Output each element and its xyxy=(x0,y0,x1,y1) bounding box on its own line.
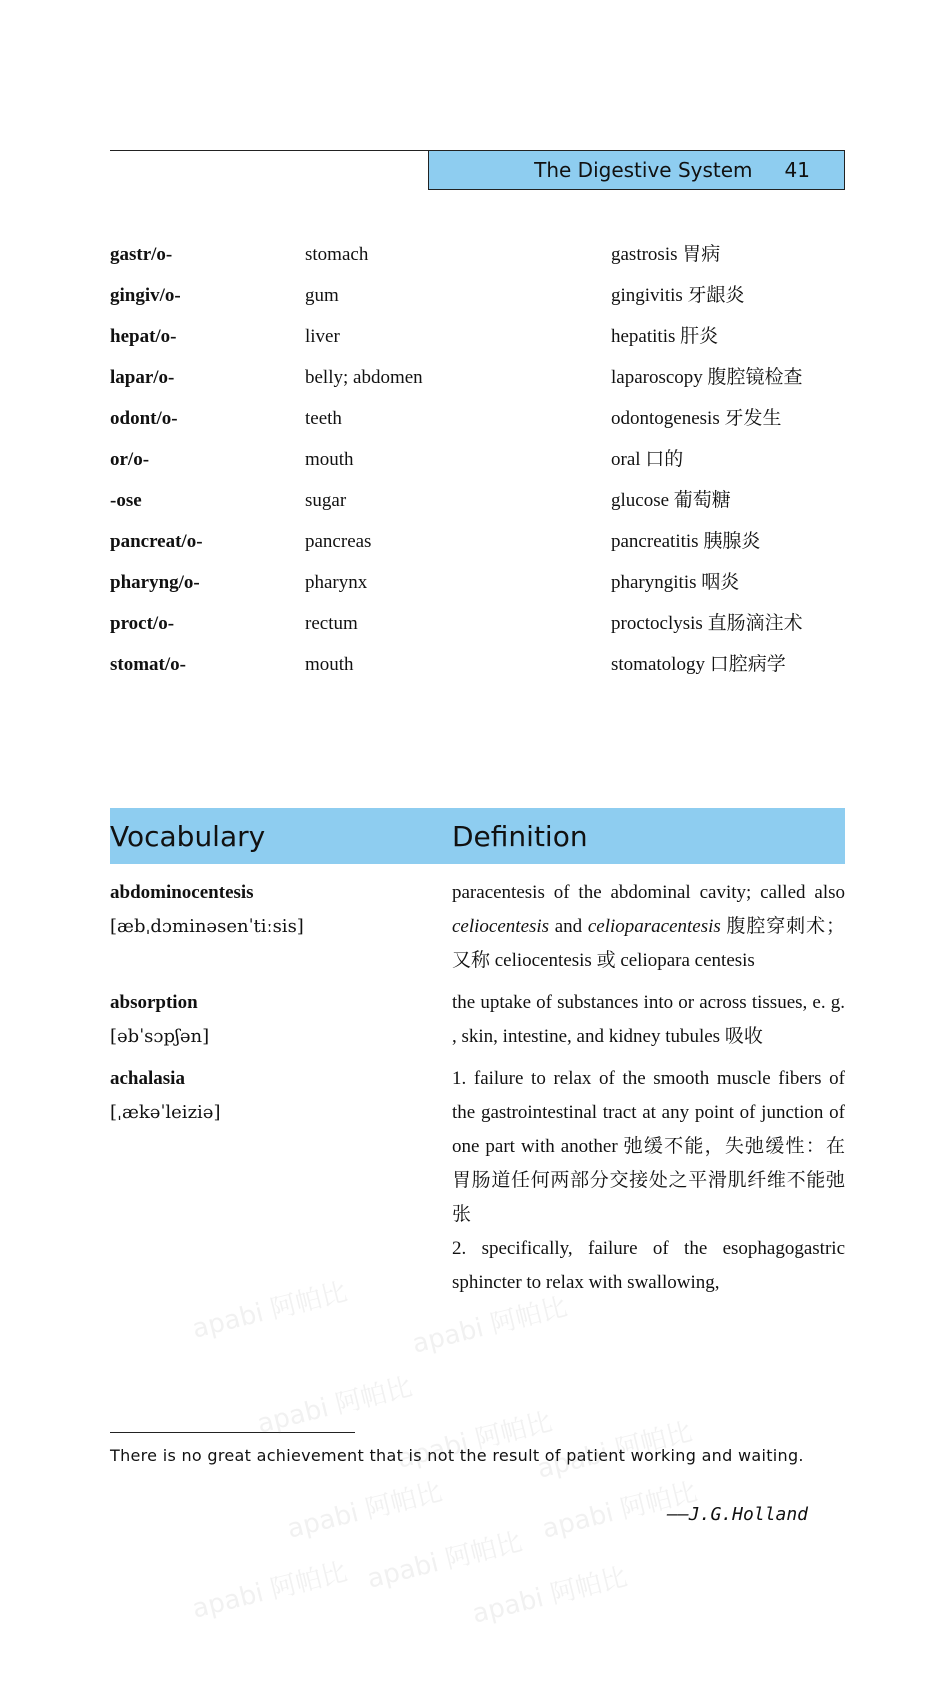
watermark: apabi 阿帕比 xyxy=(539,1477,701,1545)
root-term: gastr/o- xyxy=(110,244,173,265)
root-example: gastrosis 胃病 xyxy=(611,244,721,265)
watermark: apabi 阿帕比 xyxy=(189,1277,351,1345)
footnote-rule xyxy=(110,1432,355,1433)
term-word: absorption xyxy=(110,992,198,1013)
table-row xyxy=(110,361,845,395)
root-meaning: stomach xyxy=(305,244,369,265)
table-row xyxy=(110,484,845,518)
root-term: proct/o- xyxy=(110,613,175,634)
watermark: apabi 阿帕比 xyxy=(284,1477,446,1545)
root-example: laparoscopy 腹腔镜检查 xyxy=(611,367,803,388)
vocabulary-entry xyxy=(110,876,845,978)
root-term: stomat/o- xyxy=(110,654,186,675)
alt-term: celioparacentesis xyxy=(587,916,721,937)
root-example: hepatitis 肝炎 xyxy=(611,326,719,347)
root-meaning: sugar xyxy=(305,490,347,511)
root-example: proctoclysis 直肠滴注术 xyxy=(611,613,803,634)
root-meaning: belly; abdomen xyxy=(305,367,423,388)
root-meaning: pharynx xyxy=(305,572,368,593)
table-row xyxy=(110,402,845,436)
watermark: apabi 阿帕比 xyxy=(364,1527,526,1595)
table-row xyxy=(110,648,845,682)
vocabulary-entry xyxy=(110,986,845,1054)
watermark: apabi 阿帕比 xyxy=(469,1562,631,1630)
root-term: gingiv/o- xyxy=(110,285,181,306)
vocabulary-column-title: Vocabulary xyxy=(110,819,266,853)
root-term: lapar/o- xyxy=(110,367,175,388)
table-row xyxy=(110,443,845,477)
term-definition: the uptake of substances into or across tissues, e. g. , skin, intestine, and kidney tubules 吸收 xyxy=(452,992,845,1047)
definition-text: 腹腔穿刺术；又称 celiocentesis 或 celiopara centesis xyxy=(452,916,845,971)
term-word: abdominocentesis xyxy=(110,882,254,903)
table-row xyxy=(110,566,845,600)
watermark: apabi 阿帕比 xyxy=(409,1292,571,1360)
root-meaning: teeth xyxy=(305,408,342,429)
chapter-title: The Digestive System xyxy=(534,158,753,182)
vocabulary-header xyxy=(110,808,845,864)
alt-term: celiocentesis xyxy=(452,916,550,937)
term-pronunciation: [ˌækəˈleiziə] xyxy=(110,1102,221,1123)
vocabulary-term xyxy=(110,986,452,1054)
root-meaning: rectum xyxy=(305,613,358,634)
vocabulary-term xyxy=(110,1062,452,1300)
term-definition xyxy=(452,876,845,978)
definition-text: paracentesis of the abdominal cavity; called also xyxy=(452,882,845,903)
header-rule xyxy=(110,150,428,151)
word-root-table xyxy=(110,238,845,689)
vocabulary-list xyxy=(110,876,845,1308)
root-example: odontogenesis 牙发生 xyxy=(611,408,782,429)
vocabulary-term xyxy=(110,876,452,978)
root-example: stomatology 口腔病学 xyxy=(611,654,786,675)
vocabulary-entry xyxy=(110,1062,845,1300)
table-row xyxy=(110,607,845,641)
root-meaning: liver xyxy=(305,326,340,347)
page-number: 41 xyxy=(784,158,810,182)
definition-column-title: Definition xyxy=(452,819,588,853)
root-meaning: mouth xyxy=(305,654,354,675)
root-term: pharyng/o- xyxy=(110,572,200,593)
quote-author: ——J.G.Holland xyxy=(667,1504,808,1525)
watermark: apabi 阿帕比 xyxy=(534,1417,696,1485)
root-example: oral 口的 xyxy=(611,449,684,470)
root-example: pharyngitis 咽炎 xyxy=(611,572,740,593)
table-row xyxy=(110,525,845,559)
root-term: odont/o- xyxy=(110,408,178,429)
root-term: pancreat/o- xyxy=(110,531,203,552)
root-meaning: mouth xyxy=(305,449,354,470)
root-meaning: pancreas xyxy=(305,531,372,552)
table-row xyxy=(110,279,845,313)
definition-text: and xyxy=(549,916,588,937)
term-pronunciation: [æbˌdɔminəsenˈtiːsis] xyxy=(110,916,304,937)
definition-part-2: 2. specifically, failure of the esophagogastric sphincter to relax with swallowing, xyxy=(452,1238,845,1293)
root-term: hepat/o- xyxy=(110,326,177,347)
watermark: apabi 阿帕比 xyxy=(394,1407,556,1475)
root-term: -ose xyxy=(110,490,142,511)
table-row xyxy=(110,238,845,272)
term-word: achalasia xyxy=(110,1068,185,1089)
root-meaning: gum xyxy=(305,285,339,306)
term-pronunciation: [əbˈsɔpʃən] xyxy=(110,1026,210,1047)
table-row xyxy=(110,320,845,354)
root-example: pancreatitis 胰腺炎 xyxy=(611,531,761,552)
definition-part-1: 1. failure to relax of the smooth muscle fibers of the gastrointestinal tract at any point of junction of one part with another 弛缓不能，失弛缓性：在胃肠道任何两部分交接处之平滑肌纤维不能弛张 xyxy=(452,1068,845,1225)
page-header xyxy=(428,150,845,190)
root-example: gingivitis 牙龈炎 xyxy=(611,285,745,306)
watermark: apabi 阿帕比 xyxy=(254,1372,416,1440)
root-example: glucose 葡萄糖 xyxy=(611,490,731,511)
watermark: apabi 阿帕比 xyxy=(189,1557,351,1625)
root-term: or/o- xyxy=(110,449,150,470)
term-definition xyxy=(452,1062,845,1300)
quote-text: There is no great achievement that is not the result of patient working and waiting. xyxy=(110,1446,804,1465)
